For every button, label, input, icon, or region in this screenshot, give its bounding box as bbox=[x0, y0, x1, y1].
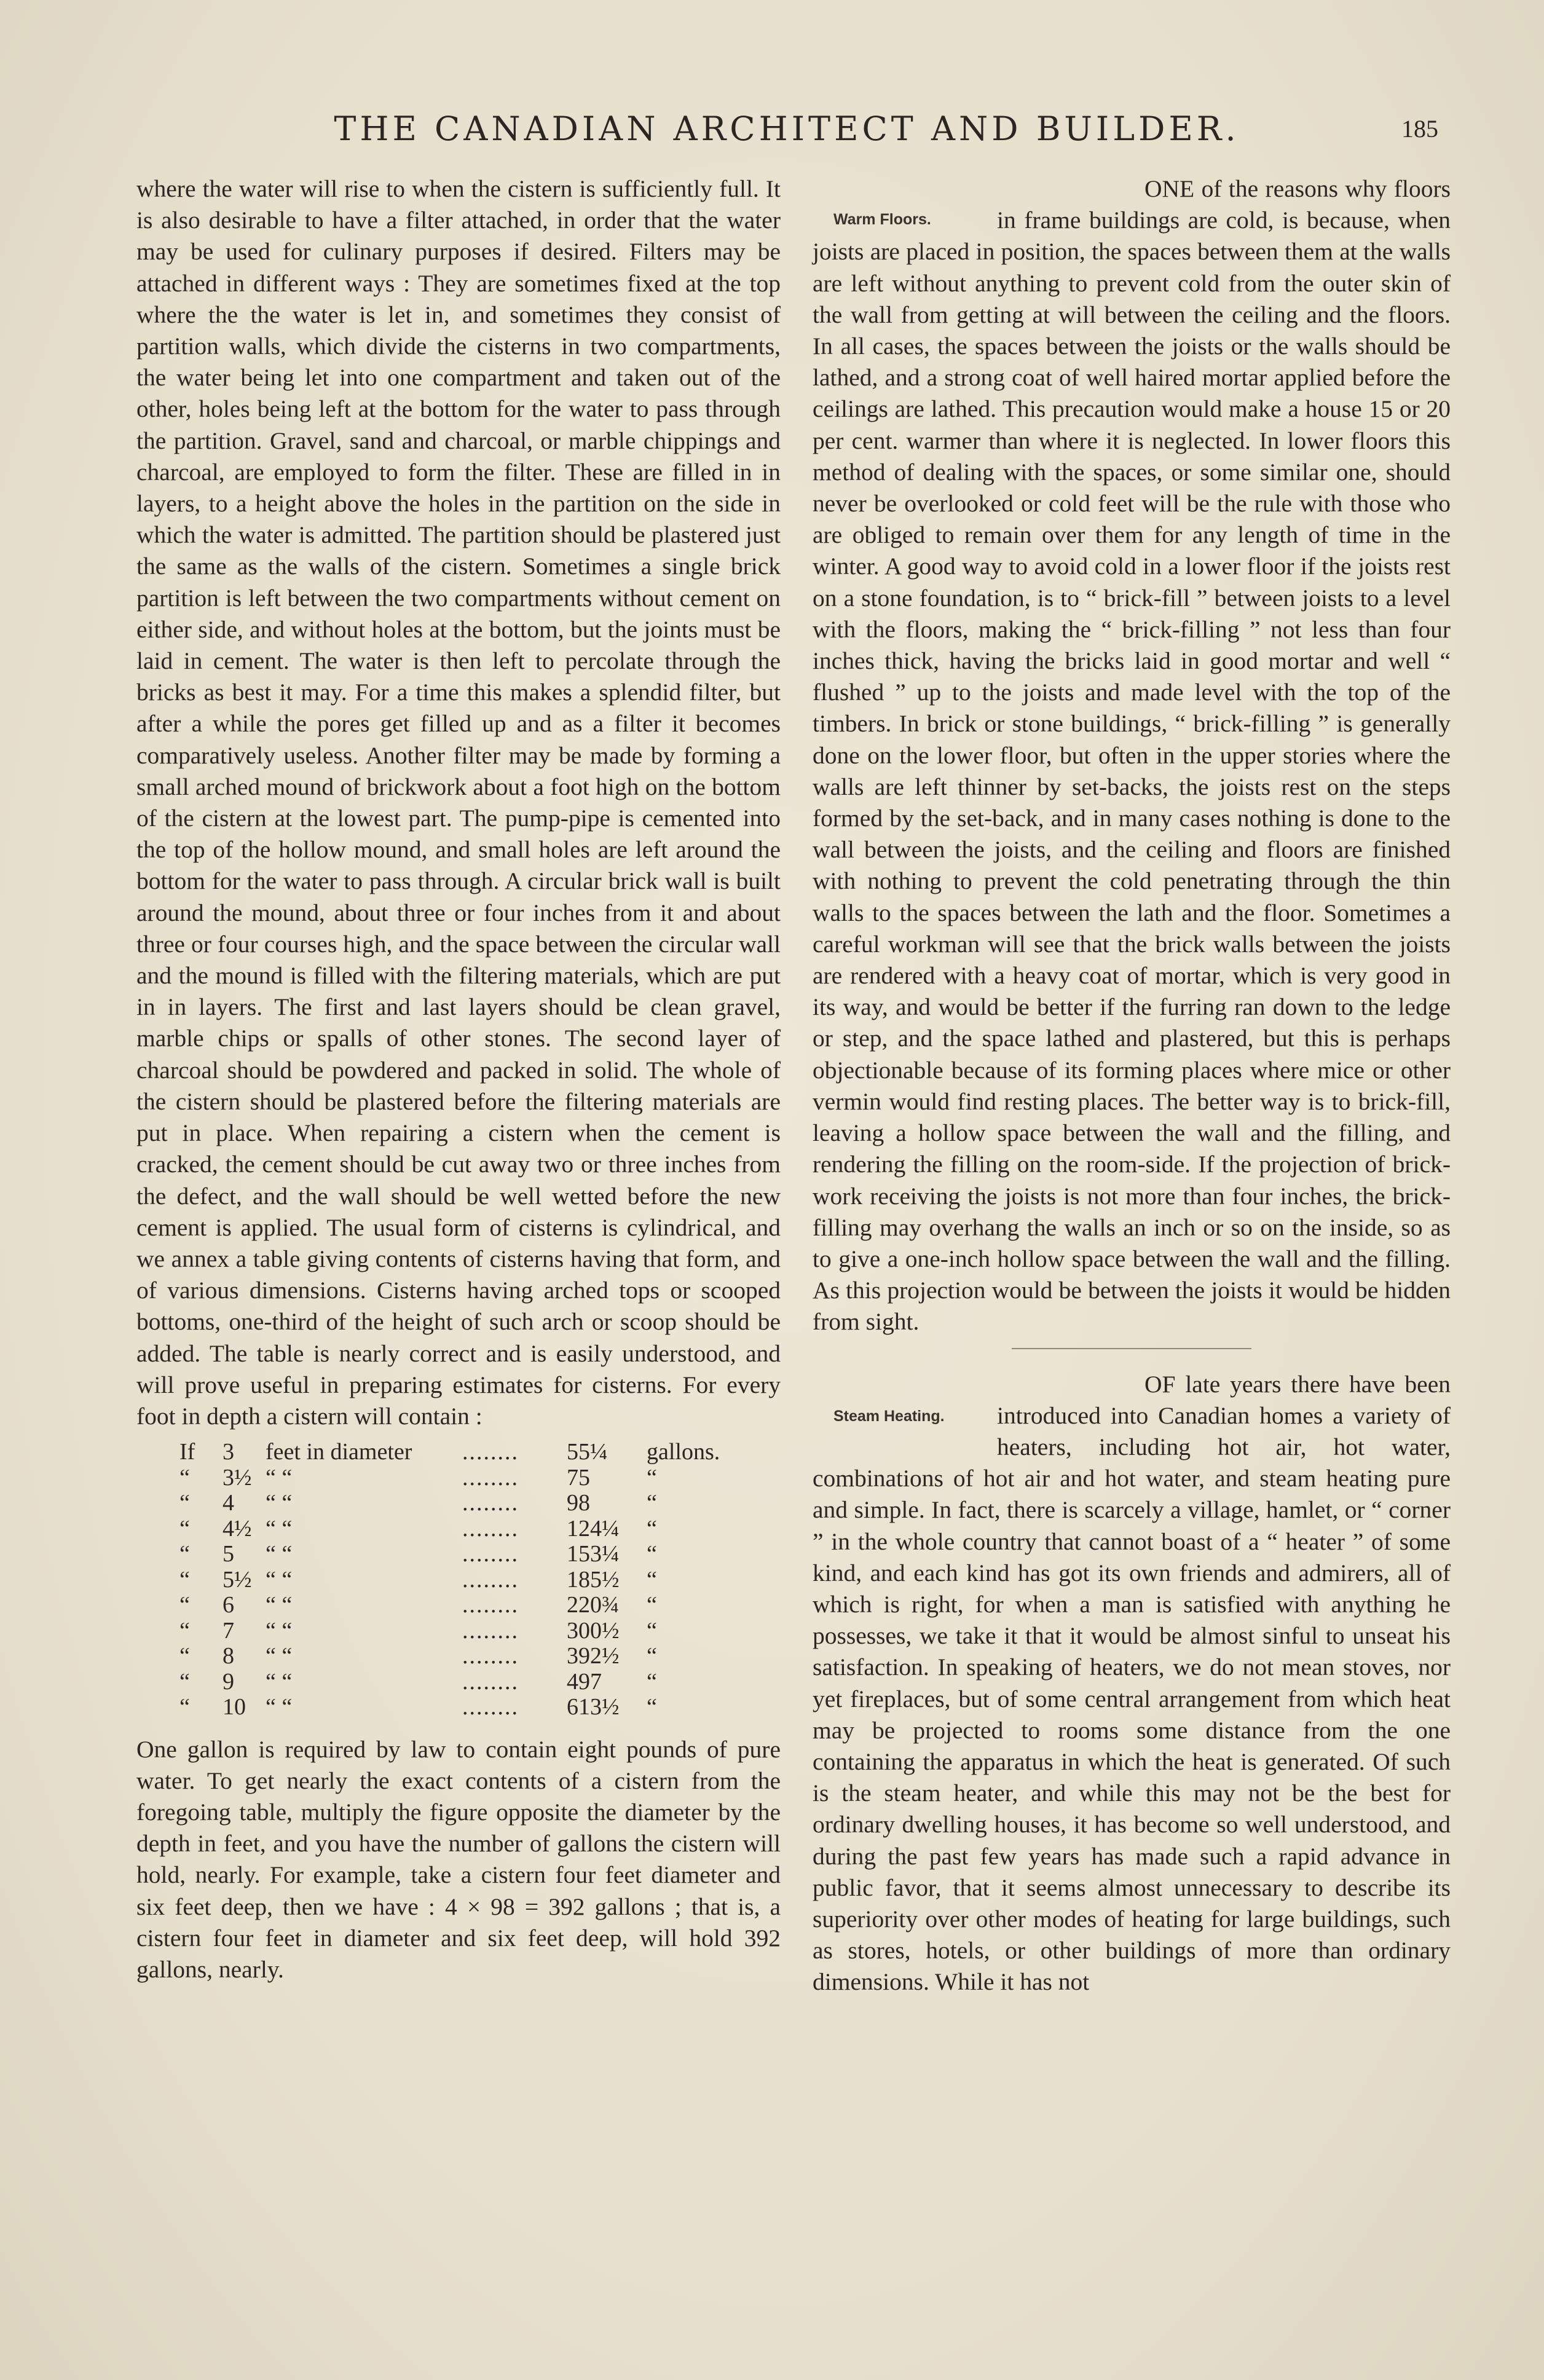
row-lead: “ bbox=[179, 1694, 190, 1720]
gallon-paragraph: One gallon is required by law to contain eight pounds of pure water. To get nearly the exact contents of a cistern from the foregoing table, multiply the figure opposite the diameter by the depth in feet, and you have the number of gallons the cistern will hold, nearly. For example, take a cistern four feet diameter and six feet deep, then we have : 4 × 98 = 392 gallons ; that is, a cistern four feet in diameter and six feet deep, will hold 392 gallons, nearly. bbox=[136, 1735, 781, 1984]
cistern-paragraph: where the water will rise to when the cistern is sufficiently full. It is also desirable to have a filter attached, in order that the water may be used for culinary purposes if desired. Filters may be attached in different ways : They are sometimes fixed at the top where the the water is let in, and sometimes they consist of partition walls, which divide the cisterns in two compartments, the water being let into one compartment and taken out of the other, holes being left at the bottom for the water to pass through the partition. Gravel, sand and charcoal, or marble chippings and charcoal, are employed to form the filter. These are filled in in layers, to a height above the holes in the partition on the side in which the water is admitted. The partition should be plastered just the same as the walls of the cistern. Sometimes a single brick partition is left between the two compartments without cement on either side, and without holes at the bottom, but the joints must be laid in cement. The water is then left to percolate through the bricks as best it may. For a time this makes a splendid filter, but after a while the pores get filled up and as a filter it becomes comparatively useless. Another filter may be made by forming a small arched mound of brickwork about a foot high on the bottom of the cistern at the lowest part. The pump-pipe is cemented into the top of the hollow mound, and small holes are left around the bottom for the water to pass through. A circular brick wall is built around the mound, about three or four inches from it and about three or four courses high, and the space between the circular wall and the mound is filled with the filtering materials, which are put in in layers. The first and last layers should be clean gravel, marble chips or spalls of other stones. The second layer of charcoal should be powdered and packed in solid. The whole of the cistern should be plastered before the filtering materials are put in place. When repairing a cistern when the cement is cracked, the cement should be cut away two or three inches from the defect, and the wall should be well wetted before the new cement is applied. The usual form of cisterns is cylindrical, and we annex a table giving contents of cisterns having that form, and of various dimensions. Cisterns having arched tops or scooped bottoms, one-third of the height of such arch or scoop should be added. The table is nearly correct and is easily understood, and will prove useful in preparing estimates for cisterns. For every foot in depth a cistern will contain : bbox=[136, 175, 781, 1430]
warm-floors-paragraph bbox=[813, 173, 1451, 1338]
cistern-table-body bbox=[179, 1440, 720, 1720]
row-diameter: 9 bbox=[223, 1668, 234, 1695]
row-diameter: 6 bbox=[223, 1592, 234, 1618]
cistern-table-row bbox=[179, 1618, 720, 1644]
row-diameter: 10 bbox=[223, 1694, 246, 1720]
row-tail: “ bbox=[647, 1490, 657, 1516]
warm-floors-section bbox=[813, 173, 1451, 1338]
row-lead: “ bbox=[179, 1668, 190, 1695]
warm-floors-lead: ONE bbox=[1144, 175, 1195, 202]
row-leader-dots: ........ bbox=[462, 1464, 519, 1491]
row-gallons: 613½ bbox=[567, 1694, 620, 1720]
page-number: 185 bbox=[1401, 115, 1438, 143]
row-gallons: 497 bbox=[567, 1668, 602, 1695]
cistern-table-row bbox=[179, 1491, 720, 1516]
cistern-table-row bbox=[179, 1567, 720, 1593]
row-gallons: 153¼ bbox=[567, 1541, 620, 1567]
row-lead: “ bbox=[179, 1643, 190, 1669]
row-lead: “ bbox=[179, 1592, 190, 1618]
row-unit: “ “ bbox=[266, 1694, 293, 1720]
row-gallons: 124¼ bbox=[567, 1515, 620, 1542]
steam-heating-text: late years there have been introduced into Canadian homes a variety of heaters, including hot air, hot water, combinations of hot air and hot water, and steam heating pure and simple. In fact, there is scarcely a village, hamlet, or “ corner ” in the whole country that cannot boast of a “ heater ” of some kind, and each kind has got its own friends and admirers, all of which is right, for when a man is satisfied with anything he possesses, we take it that it would be almost sinful to unseat his satisfaction. In speaking of heaters, we do not mean stoves, nor yet fireplaces, but of some central arrangement from which heat may be projected to rooms some distance from the one containing the apparatus in which the heat is generated. Of such is the steam heater, and while this may not be the best for ordinary dwelling houses, it has become so well understood, and during the past few years has made such a rapid advance in public favor, that it seems almost unnecessary to describe its superiority over other modes of heating for large buildings, such as stores, hotels, or other buildings of more than ordinary dimensions. While it has not bbox=[813, 1370, 1451, 1996]
row-diameter: 3 bbox=[223, 1439, 234, 1465]
steam-heating-paragraph bbox=[813, 1369, 1451, 1998]
row-lead: If bbox=[179, 1439, 195, 1465]
running-header bbox=[135, 109, 1438, 152]
cistern-table-row bbox=[179, 1695, 720, 1720]
row-gallons: 55¼ bbox=[567, 1439, 608, 1465]
row-tail: gallons. bbox=[647, 1439, 720, 1465]
row-unit: “ “ bbox=[266, 1515, 293, 1542]
steam-heating-lead: OF bbox=[1144, 1370, 1176, 1398]
cistern-table-row bbox=[179, 1542, 720, 1567]
row-gallons: 300½ bbox=[567, 1617, 620, 1644]
left-column bbox=[136, 173, 781, 1985]
row-leader-dots: ........ bbox=[462, 1566, 519, 1593]
row-tail: “ bbox=[647, 1592, 657, 1618]
row-diameter: 4 bbox=[223, 1490, 234, 1516]
row-leader-dots: ........ bbox=[462, 1515, 519, 1542]
row-unit: “ “ bbox=[266, 1643, 293, 1669]
row-unit: “ “ bbox=[266, 1668, 293, 1695]
row-unit: “ “ bbox=[266, 1464, 293, 1491]
warm-floors-sidehead: Warm Floors. bbox=[833, 211, 931, 228]
warm-floors-text: of the reasons why floors in frame buildings are cold, is because, when joists are placed in position, the spaces between them at the walls are left without anything to prevent cold from the outer skin of the wall from getting at will between the ceiling and the floors. In all cases, the spaces between the joists or the walls should be lathed, and a strong coat of well haired mortar applied before the ceilings are lathed. This precaution would make a house 15 or 20 per cent. warmer than where it is neglected. In lower floors this method of dealing with the spaces, or some similar one, should never be overlooked or cold feet will be the rule with those who are obliged to remain over them for any length of time in the winter. A good way to avoid cold in a lower floor if the joists rest on a stone foundation, is to “ brick-fill ” between joists to a level with the floors, making the “ brick-filling ” not less than four inches thick, having the bricks laid in good mortar and well “ flushed ” up to the joists and made level with the top of the timbers. In brick or stone buildings, “ brick-filling ” is generally done on the lower floor, but often in the upper stories where the walls are left thinner by set-backs, the joists rest on the steps formed by the set-back, and in many cases nothing is done to the wall between the joists, and the ceiling and floors are finished with nothing to prevent the cold penetrating through the thin walls to the spaces between the lath and the floor. Sometimes a careful workman will see that the brick walls between the joists are rendered with a heavy coat of mortar, which is very good in its way, and would be better if the furring ran down to the ledge or step, and the space lathed and plastered, but this is perhaps objectionable because of its forming places where mice or other vermin would find resting places. The better way is to brick-fill, leaving a hollow space between the wall and the filling, and rendering the filling on the room-side. If the projection of brick-work receiving the joists is not more than four inches, the brick-filling may overhang the walls an inch or so on the inside, so as to give a one-inch hollow space between the wall and the filling. As this projection would be between the joists it would be hidden from sight. bbox=[813, 175, 1451, 1336]
cistern-table-row bbox=[179, 1465, 720, 1491]
row-leader-dots: ........ bbox=[462, 1541, 519, 1567]
row-tail: “ bbox=[647, 1643, 657, 1669]
row-leader-dots: ........ bbox=[462, 1439, 519, 1465]
row-diameter: 5 bbox=[223, 1541, 234, 1567]
row-tail: “ bbox=[647, 1566, 657, 1593]
row-diameter: 8 bbox=[223, 1643, 234, 1669]
row-gallons: 220¾ bbox=[567, 1592, 620, 1618]
row-tail: “ bbox=[647, 1694, 657, 1720]
cistern-table-row bbox=[179, 1593, 720, 1618]
row-lead: “ bbox=[179, 1617, 190, 1644]
row-diameter: 5½ bbox=[223, 1566, 252, 1593]
row-unit: “ “ bbox=[266, 1490, 293, 1516]
row-unit: “ “ bbox=[266, 1592, 293, 1618]
row-lead: “ bbox=[179, 1464, 190, 1491]
section-divider bbox=[1012, 1348, 1251, 1349]
row-leader-dots: ........ bbox=[462, 1668, 519, 1695]
row-tail: “ bbox=[647, 1464, 657, 1491]
row-unit: feet in diameter bbox=[266, 1439, 412, 1465]
right-column bbox=[813, 173, 1451, 1998]
row-gallons: 98 bbox=[567, 1490, 590, 1516]
row-tail: “ bbox=[647, 1515, 657, 1542]
row-diameter: 4½ bbox=[223, 1515, 252, 1542]
row-gallons: 392½ bbox=[567, 1643, 620, 1669]
row-unit: “ “ bbox=[266, 1566, 293, 1593]
cistern-table-row bbox=[179, 1644, 720, 1669]
row-diameter: 3½ bbox=[223, 1464, 252, 1491]
journal-title: THE CANADIAN ARCHITECT AND BUILDER. bbox=[334, 109, 1240, 148]
row-leader-dots: ........ bbox=[462, 1643, 519, 1669]
row-tail: “ bbox=[647, 1668, 657, 1695]
row-unit: “ “ bbox=[266, 1617, 293, 1644]
row-leader-dots: ........ bbox=[462, 1617, 519, 1644]
cistern-table-row bbox=[179, 1516, 720, 1542]
row-tail: “ bbox=[647, 1541, 657, 1567]
row-tail: “ bbox=[647, 1617, 657, 1644]
row-unit: “ “ bbox=[266, 1541, 293, 1567]
row-lead: “ bbox=[179, 1541, 190, 1567]
row-leader-dots: ........ bbox=[462, 1490, 519, 1516]
cistern-table bbox=[179, 1440, 720, 1720]
steam-heating-sidehead: Steam Heating. bbox=[833, 1407, 945, 1425]
row-lead: “ bbox=[179, 1566, 190, 1593]
row-diameter: 7 bbox=[223, 1617, 234, 1644]
row-lead: “ bbox=[179, 1490, 190, 1516]
cistern-table-row bbox=[179, 1440, 720, 1465]
row-gallons: 185½ bbox=[567, 1566, 620, 1593]
row-lead: “ bbox=[179, 1515, 190, 1542]
row-leader-dots: ........ bbox=[462, 1592, 519, 1618]
steam-heating-section bbox=[813, 1369, 1451, 1998]
row-leader-dots: ........ bbox=[462, 1694, 519, 1720]
cistern-table-row bbox=[179, 1669, 720, 1695]
row-gallons: 75 bbox=[567, 1464, 590, 1491]
